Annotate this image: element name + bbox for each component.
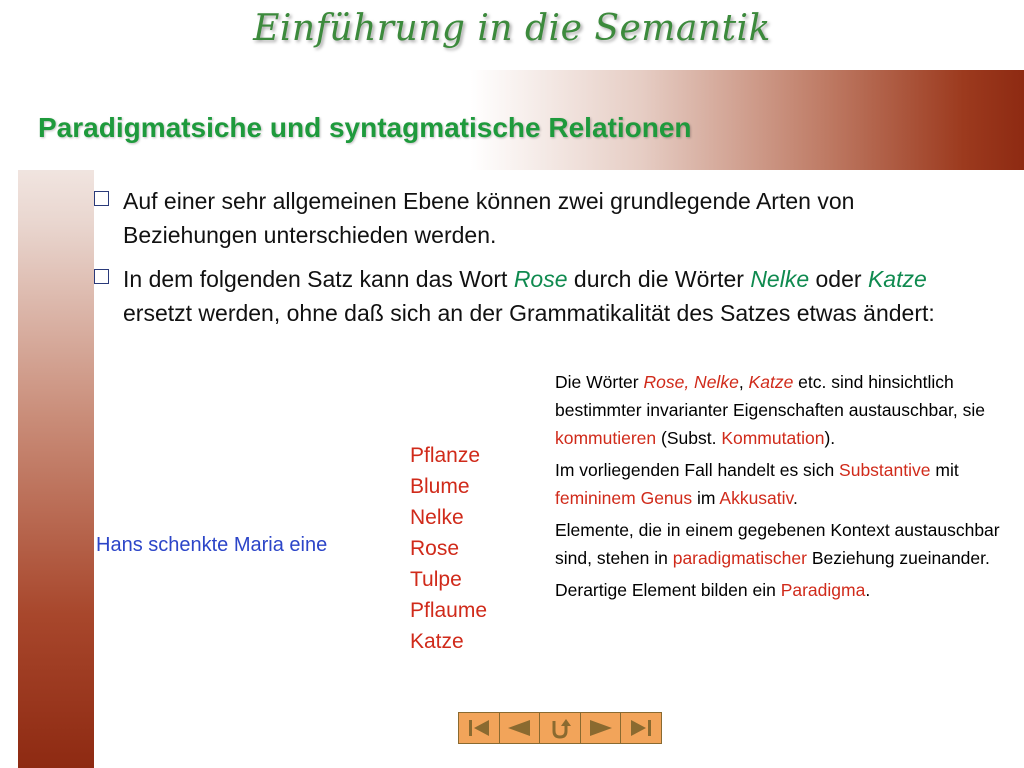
next-slide-button[interactable]	[581, 713, 622, 743]
explanation-paragraph	[555, 576, 1007, 604]
explanation-panel	[555, 368, 1007, 608]
paradigm-word: Tulpe	[410, 568, 462, 591]
text-fragment: oder	[809, 266, 868, 292]
paradigm-word: Rose	[410, 537, 460, 560]
term-paradigma: Paradigma	[780, 580, 866, 600]
return-button[interactable]	[540, 713, 581, 743]
paradigm-word: Pflanze	[410, 444, 481, 467]
highlight-word-katze: Katze	[867, 266, 927, 292]
next-icon	[588, 718, 614, 738]
slide-navigation	[458, 712, 662, 744]
text-fragment: (Subst.	[656, 428, 722, 448]
explanation-paragraph	[555, 456, 1007, 512]
square-bullet-icon	[94, 269, 109, 284]
left-decor-bar	[18, 70, 94, 768]
term-akkusativ: Akkusativ	[719, 488, 793, 508]
square-bullet-icon	[94, 191, 109, 206]
paradigm-word: Nelke	[410, 506, 464, 529]
last-icon	[629, 718, 653, 738]
text-fragment: etc. sind hinsichtlich bestimmter invarianter Eigenschaften austauschbar, sie	[555, 372, 985, 420]
text-fragment: im	[692, 488, 720, 508]
text-fragment: .	[865, 580, 871, 600]
first-slide-button[interactable]	[459, 713, 500, 743]
text-fragment: Die Wörter	[555, 372, 644, 392]
term-rose-nelke: Rose, Nelke	[643, 372, 739, 392]
term-kommutieren: kommutieren	[555, 428, 657, 448]
text-fragment: Beziehung zueinander.	[806, 548, 990, 568]
bullet-item	[94, 184, 954, 252]
text-fragment: .	[792, 488, 798, 508]
header-title: Einführung in die Semantik	[253, 8, 771, 49]
explanation-paragraph	[555, 516, 1007, 572]
text-fragment: ).	[824, 428, 836, 448]
text-fragment: In dem folgenden Satz kann das Wort	[123, 266, 514, 292]
paradigm-word: Pflaume	[410, 599, 488, 622]
slide-title: Paradigmatsiche und syntagmatische Relationen	[38, 112, 692, 143]
text-fragment: ,	[738, 372, 749, 392]
term-femininem-genus: femininem Genus	[555, 488, 693, 508]
highlight-word-nelke: Nelke	[750, 266, 810, 292]
bullet-text: Auf einer sehr allgemeinen Ebene können zwei grundlegende Arten von Beziehungen unterschieden werden.	[123, 188, 855, 248]
paradigm-word-list	[410, 440, 487, 657]
example-sentence: Hans schenkte Maria eine	[96, 534, 328, 556]
paradigm-word: Blume	[410, 475, 470, 498]
bullet-item	[94, 262, 954, 330]
text-fragment: durch die Wörter	[567, 266, 751, 292]
text-fragment: mit	[930, 460, 959, 480]
text-fragment: Im vorliegenden Fall handelt es sich	[555, 460, 840, 480]
term-kommutation: Kommutation	[721, 428, 825, 448]
bullet-text	[123, 262, 954, 330]
text-fragment: Derartige Element bilden ein	[555, 580, 781, 600]
last-slide-button[interactable]	[621, 713, 661, 743]
paradigm-word: Katze	[410, 630, 464, 653]
previous-icon	[506, 718, 532, 738]
highlight-word-rose: Rose	[513, 266, 568, 292]
explanation-paragraph	[555, 368, 1007, 452]
text-fragment: Elemente, die in einem gegebenen Kontext austauschbar sind, stehen in	[555, 520, 1000, 568]
previous-slide-button[interactable]	[500, 713, 541, 743]
term-paradigmatischer: paradigmatischer	[672, 548, 807, 568]
text-fragment: ersetzt werden, ohne daß sich an der Grammatikalität des Satzes etwas ändert:	[123, 300, 935, 326]
return-icon	[548, 717, 572, 739]
bullet-list	[94, 184, 954, 340]
first-icon	[467, 718, 491, 738]
term-katze: Katze	[748, 372, 794, 392]
term-substantive: Substantive	[839, 460, 931, 480]
